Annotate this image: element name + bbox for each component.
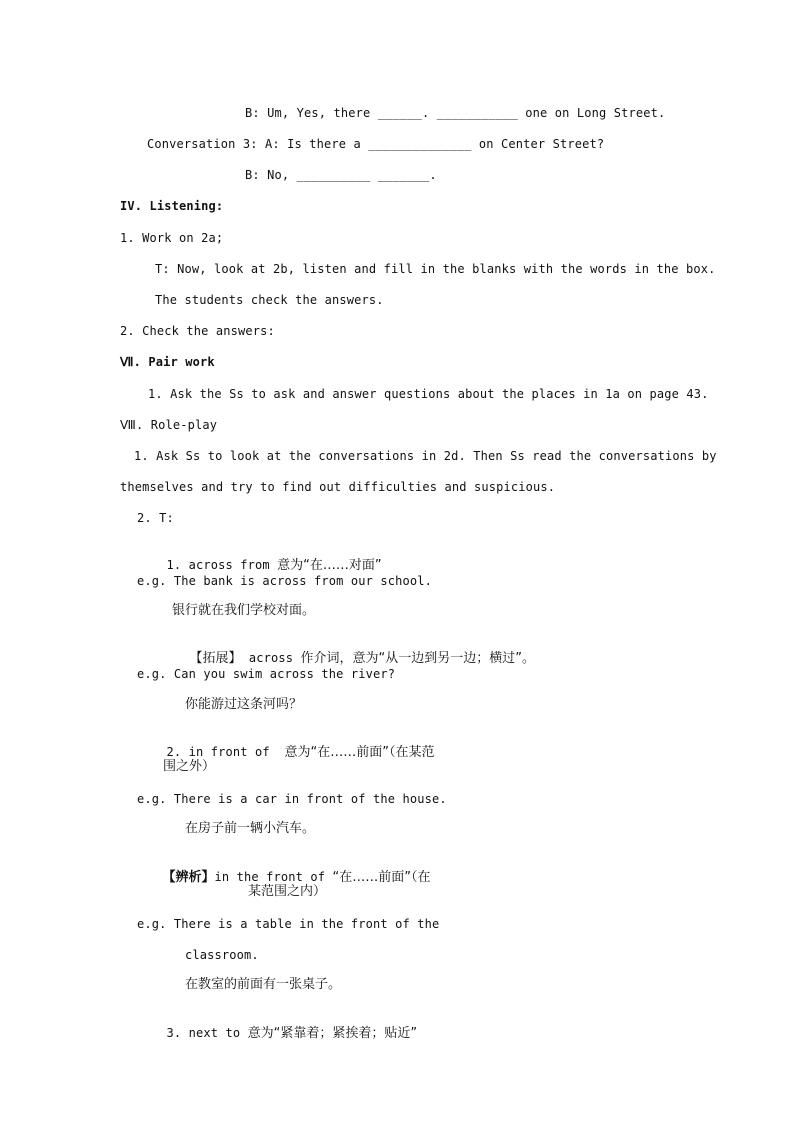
section-heading-pair-work: Ⅶ. Pair work: [120, 355, 215, 369]
vocab-meaning: “在……前面”（在: [332, 870, 431, 885]
vocab-term: across: [241, 651, 301, 665]
pair-work-step-1: 1. Ask the Ss to ask and answer questions about the places in 1a on page 43.: [148, 387, 709, 401]
example-sentence: e.g. Can you swim across the river?: [137, 667, 396, 681]
example-translation: 你能游过这条河吗？: [185, 697, 303, 712]
step-work-on-2a: 1. Work on 2a;: [120, 231, 224, 245]
vocab-term: 1. across from: [166, 558, 278, 572]
vocab-meaning: 意为“紧靠着；紧挨着；贴近”: [247, 1026, 418, 1041]
example-translation: 在教室的前面有一张桌子。: [185, 977, 342, 992]
example-sentence: e.g. There is a table in the front of the: [137, 917, 440, 931]
vocab-meaning-continued: 某范围之内）: [248, 884, 327, 899]
vocab-term: in the front of: [214, 870, 333, 884]
vocab-meaning-continued: 围之外）: [163, 759, 216, 774]
vocab-meaning: 意为“在……前面”（在某范: [284, 745, 435, 760]
vocab-meaning: 意为“在……对面”: [277, 558, 382, 573]
example-sentence-continued: classroom.: [185, 948, 259, 962]
role-play-step-1: 1. Ask Ss to look at the conversations in 2d. Then Ss read the conversations by: [134, 449, 717, 463]
role-play-step-2: 2. T:: [137, 511, 174, 525]
vocab-next-to: [137, 1009, 417, 1058]
conversation-3-b-line: B: No, __________ _______.: [245, 168, 437, 182]
role-play-step-1-continued: themselves and try to find out difficulties and suspicious.: [120, 480, 556, 494]
extension-tag: 【拓展】: [189, 651, 242, 666]
vocab-term: 2. in front of: [166, 745, 285, 759]
vocab-meaning: 作介词，意为“从一边到另一边；横过”。: [300, 651, 535, 666]
conversation-2-b-line: B: Um, Yes, there ______. ___________ one on Long Street.: [245, 106, 666, 120]
section-heading-role-play: Ⅷ. Role-play: [120, 418, 218, 432]
example-sentence: e.g. There is a car in front of the house.: [137, 792, 447, 806]
step-check-answers: 2. Check the answers:: [120, 324, 275, 338]
students-check-line: The students check the answers.: [155, 293, 384, 307]
example-translation: 在房子前一辆小汽车。: [185, 821, 316, 836]
example-translation: 银行就在我们学校对面。: [172, 603, 316, 618]
example-sentence: e.g. The bank is across from our school.: [137, 574, 432, 588]
teacher-instruction: T: Now, look at 2b, listen and fill in the blanks with the words in the box.: [155, 262, 716, 276]
comparison-tag: 【辨析】: [162, 870, 215, 885]
conversation-3-a-line: Conversation 3: A: Is there a ______________ on Center Street?: [147, 137, 605, 151]
vocab-term: 3. next to: [166, 1026, 248, 1040]
section-heading-listening: IV. Listening:: [120, 199, 224, 213]
